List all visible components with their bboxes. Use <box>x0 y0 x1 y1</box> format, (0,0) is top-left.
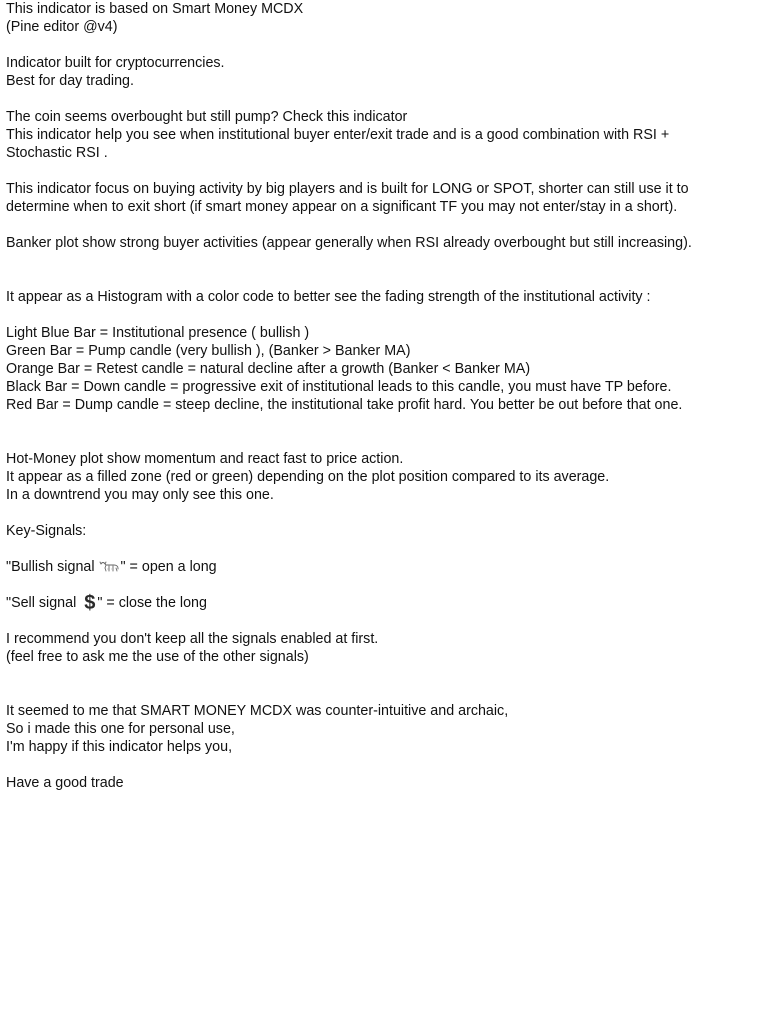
hotmoney-line-2: It appear as a filled zone (red or green) depending on the plot position compared to its average. <box>6 469 610 485</box>
closing-line-1: It seemed to me that SMART MONEY MCDX was counter-intuitive and archaic, <box>6 703 509 719</box>
signals-heading: Key-Signals: <box>6 523 87 539</box>
hotmoney-line-3: In a downtrend you may only see this one. <box>6 487 274 503</box>
purpose-line-2: Best for day trading. <box>6 73 134 89</box>
focus-line-2: determine when to exit short (if smart money appear on a significant TF you may not enter/stay in a short). <box>6 199 678 215</box>
bullish-signal-prefix: "Bullish signal <box>6 559 99 575</box>
banker-line-1: Banker plot show strong buyer activities (appear generally when RSI already overbought but still increasing). <box>6 235 692 251</box>
intro-line-1: This indicator is based on Smart Money MCDX <box>6 1 304 17</box>
problem-line-3: Stochastic RSI . <box>6 145 108 161</box>
problem-line-2: This indicator help you see when institutional buyer enter/exit trade and is a good combination with RSI + <box>6 127 670 143</box>
recommend-line-2: (feel free to ask me the use of the other signals) <box>6 649 309 665</box>
bullish-signal-line <box>6 558 762 576</box>
histogram-item-light-blue: Light Blue Bar = Institutional presence ( bullish ) <box>6 325 310 341</box>
intro-line-2: (Pine editor @v4) <box>6 19 118 35</box>
closing-line-3: I'm happy if this indicator helps you, <box>6 739 233 755</box>
document-body <box>6 0 762 792</box>
sell-signal-prefix: "Sell signal <box>6 595 81 611</box>
bull-icon <box>99 560 121 574</box>
histogram-item-orange: Orange Bar = Retest candle = natural decline after a growth (Banker < Banker MA) <box>6 361 531 377</box>
focus-line-1: This indicator focus on buying activity by big players and is built for LONG or SPOT, shorter can still use it to <box>6 181 689 197</box>
recommend-line-1: I recommend you don't keep all the signals enabled at first. <box>6 631 379 647</box>
problem-line-1: The coin seems overbought but still pump? Check this indicator <box>6 109 408 125</box>
sell-signal-line <box>6 594 762 612</box>
dollar-icon: $ <box>84 592 96 614</box>
sell-signal-suffix: " = close the long <box>97 595 207 611</box>
closing-line-2: So i made this one for personal use, <box>6 721 235 737</box>
histogram-item-black: Black Bar = Down candle = progressive exit of institutional leads to this candle, you must have TP before. <box>6 379 672 395</box>
bullish-signal-suffix: " = open a long <box>120 559 217 575</box>
histogram-item-red: Red Bar = Dump candle = steep decline, the institutional take profit hard. You better be out before that one. <box>6 397 683 413</box>
histogram-intro: It appear as a Histogram with a color code to better see the fading strength of the institutional activity : <box>6 289 651 305</box>
hotmoney-line-1: Hot-Money plot show momentum and react fast to price action. <box>6 451 404 467</box>
purpose-line-1: Indicator built for cryptocurrencies. <box>6 55 225 71</box>
closing-line-4: Have a good trade <box>6 775 124 791</box>
histogram-item-green: Green Bar = Pump candle (very bullish ), (Banker > Banker MA) <box>6 343 411 359</box>
